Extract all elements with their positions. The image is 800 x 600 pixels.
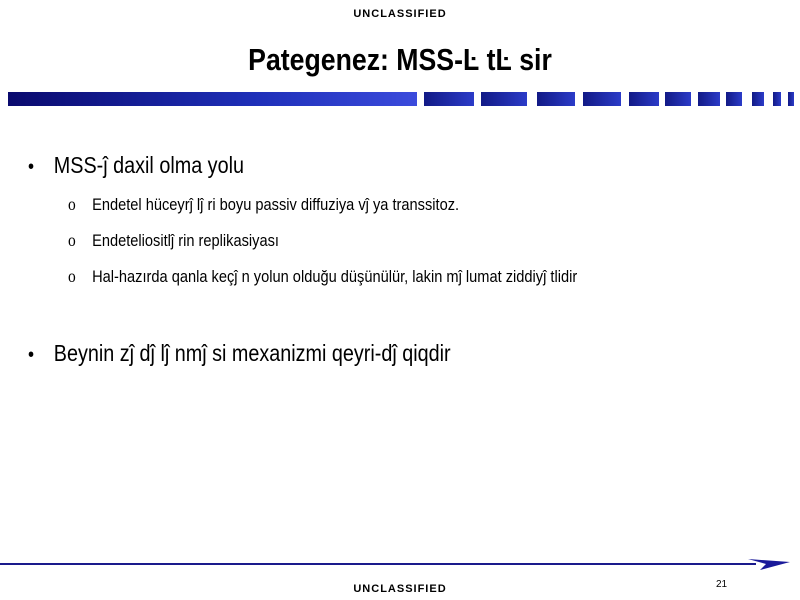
header-bar-segment [752,92,764,106]
bullet-item [28,340,451,367]
bullet-dot-icon: • [28,156,35,178]
sub-bullet-circle-icon: o [68,194,76,214]
header-bar-segment [629,92,659,106]
bullet-text: MSS-ĵ daxil olma yolu [53,152,244,178]
header-bar-segment [424,92,474,106]
header-bar-segment [726,92,742,106]
header-bar-segment [481,92,527,106]
page-number: 21 [716,579,728,590]
bullet-dot-icon: • [28,344,35,366]
header-bar-main [8,92,417,106]
sub-bullet-circle-icon: o [68,230,76,250]
header-bar-segment [583,92,621,106]
sub-bullet-text: Endeteliositlĵ rin replikasiyası [92,231,279,250]
sub-bullet-item [68,230,279,251]
slide-title: Pategenez: MSS-Ŀ tĿ sir [248,42,552,77]
sub-bullet-text: Endetel hüceyrĵ lĵ ri boyu passiv diffuziya vĵ ya transsitoz. [92,195,460,214]
footer-arrow-line [0,558,790,570]
sub-bullet-item [68,266,577,287]
bullet-text: Beynin zĵ dĵ lĵ nmĵ si mexanizmi qeyri-dĵ qiqdir [53,340,451,366]
header-bar-segment [537,92,575,106]
classification-bottom: UNCLASSIFIED [353,583,447,595]
header-bar-segment [788,92,794,106]
header-bar-segment [665,92,691,106]
bullet-item [28,152,244,179]
classification-top: UNCLASSIFIED [353,8,447,20]
sub-bullet-item [68,194,459,215]
header-bar-segment [773,92,781,106]
header-bar-segment [698,92,720,106]
sub-bullet-text: Hal-hazırda qanla keçĵ n yolun olduğu düşünülür, lakin mĵ lumat ziddiyĵ tlidir [92,267,578,286]
sub-bullet-circle-icon: o [68,266,76,286]
